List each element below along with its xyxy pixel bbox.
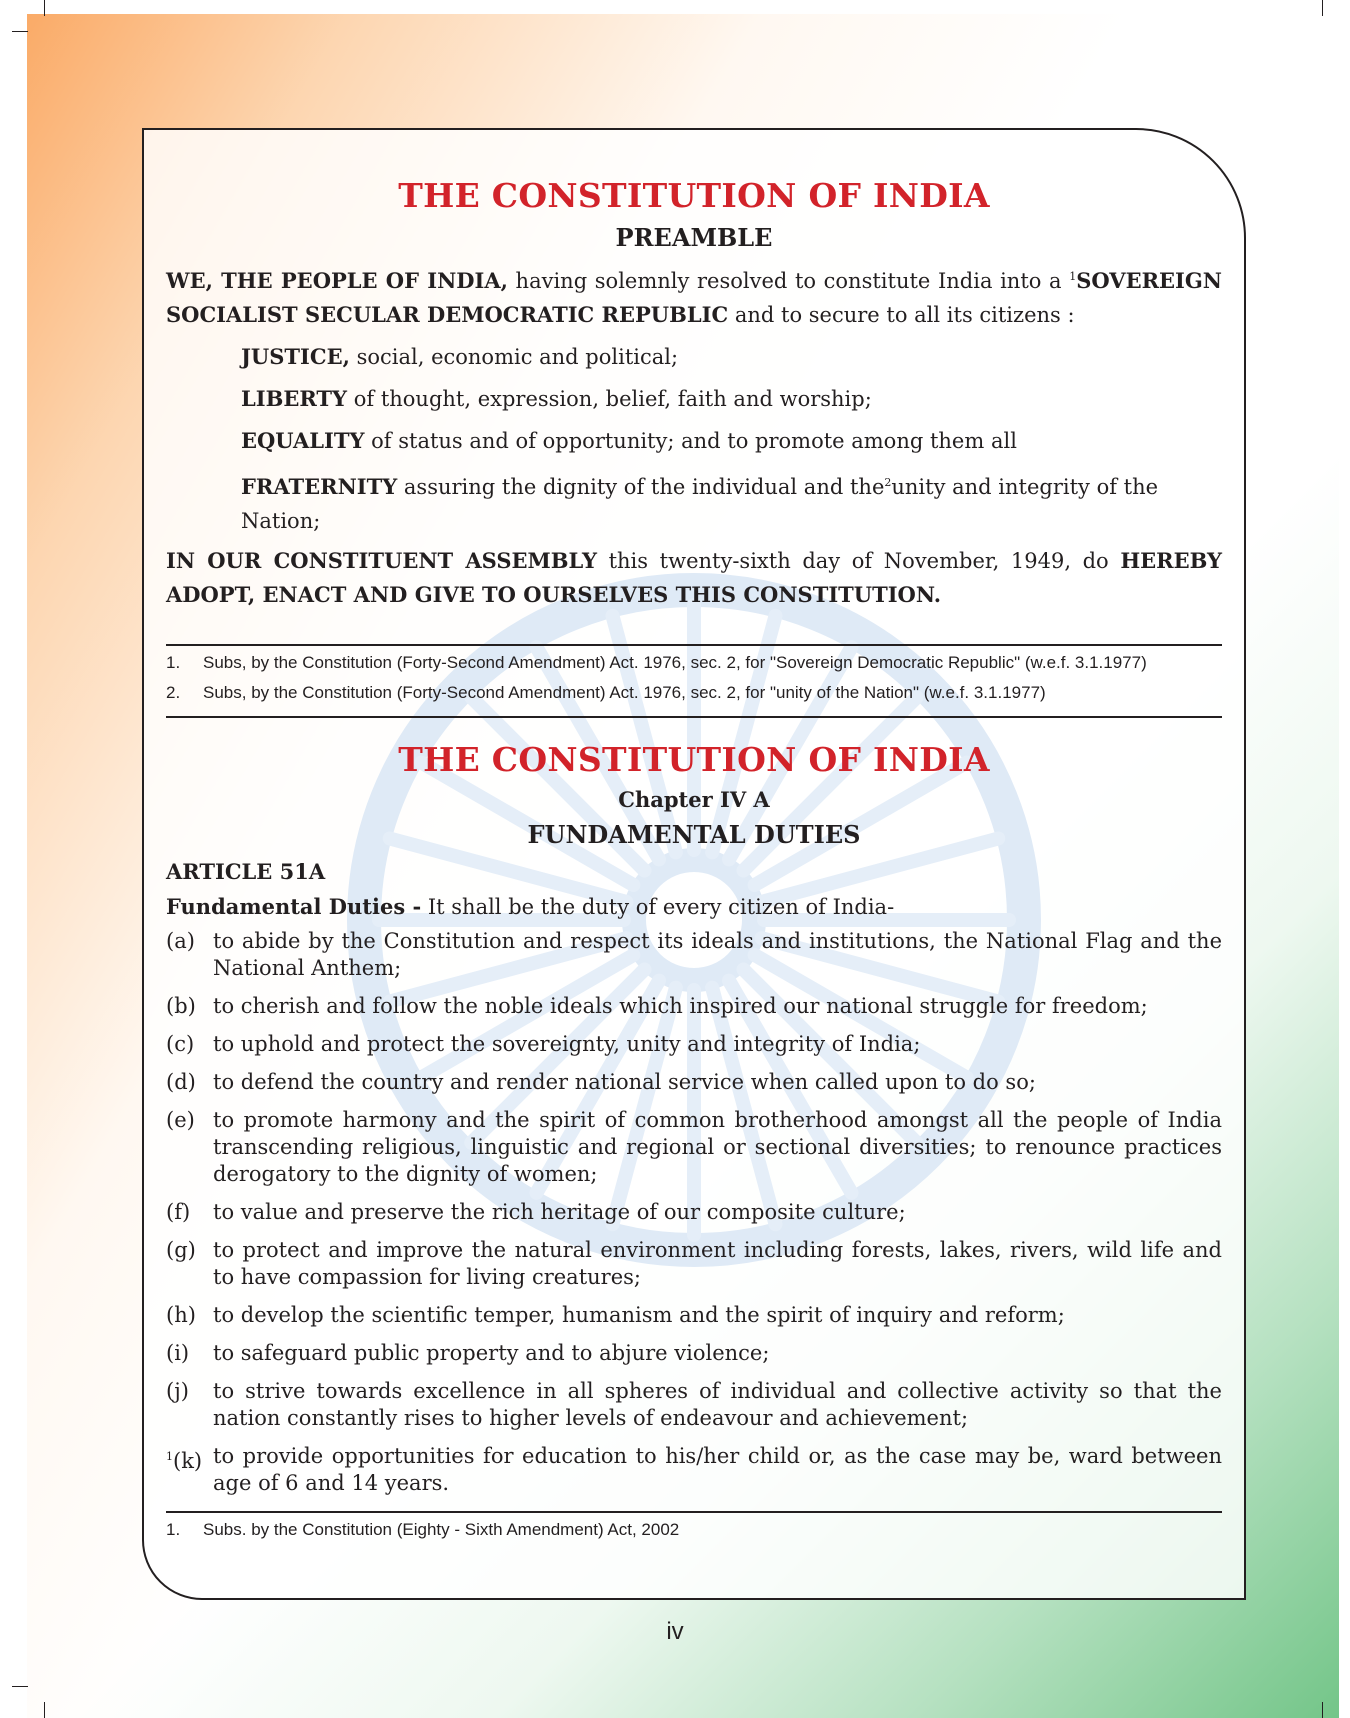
list-text: to uphold and protect the sovereignty, unity and integrity of India; [213, 1032, 921, 1056]
preamble-line-bold: FRATERNITY [241, 474, 398, 499]
crop-mark [44, 0, 45, 16]
list-marker: (a) [166, 929, 195, 953]
preamble-fraternity [166, 466, 1222, 538]
footnote-ref: 2 [884, 476, 892, 489]
preamble-line-text: of status and of opportunity; and to promote among them all [364, 429, 1017, 453]
list-item [166, 1199, 1222, 1226]
preamble-republic-bold: SOVEREIGN SOCIALIST SECULAR DEMOCRATIC REPUBLIC [166, 268, 1222, 327]
list-marker: (j) [166, 1379, 189, 1403]
list-item [166, 1069, 1222, 1096]
list-text: to cherish and follow the noble ideals which inspired our national struggle for freedom; [213, 994, 1148, 1018]
list-item [166, 1340, 1222, 1367]
list-marker [166, 1443, 213, 1497]
list-item [166, 1107, 1222, 1188]
preamble-title: THE CONSTITUTION OF INDIA [398, 176, 990, 215]
list-marker: (f) [166, 1200, 191, 1224]
list-marker: (e) [166, 1108, 195, 1132]
crop-mark [1322, 1702, 1323, 1718]
preamble-line-bold: JUSTICE, [241, 344, 350, 369]
preamble-line-bold: LIBERTY [241, 386, 348, 411]
footnote-ref: 1 [1069, 270, 1077, 283]
footnote-ref: 1 [166, 1450, 173, 1463]
preamble-closing-text: this twenty-sixth day of November, 1949, do [596, 549, 1121, 573]
list-marker: (g) [166, 1238, 196, 1262]
crop-mark [12, 1686, 28, 1687]
list-item [166, 993, 1222, 1020]
list-marker: (i) [166, 1341, 190, 1365]
content-frame [142, 128, 1246, 1600]
list-item [166, 1443, 1222, 1497]
preamble-heading: PREAMBLE [615, 223, 773, 252]
crop-mark [44, 1702, 45, 1718]
list-text: to safeguard public property and to abjure violence; [213, 1341, 770, 1365]
preamble-intro [166, 260, 1222, 332]
preamble-line-text: of thought, expression, belief, faith and worship; [347, 387, 872, 411]
list-marker-text: (k) [173, 1449, 203, 1473]
list-marker: (b) [166, 994, 196, 1018]
preamble-liberty [166, 382, 1222, 416]
list-item [166, 1237, 1222, 1291]
duties-intro [166, 890, 1222, 924]
list-item [166, 1378, 1222, 1432]
preamble-closing-bold: IN OUR CONSTITUENT ASSEMBLY [166, 548, 597, 573]
footnote-number: 1. [166, 653, 181, 672]
duties-intro-text: It shall be the duty of every citizen of India- [421, 895, 895, 919]
page-number: iv [666, 1618, 684, 1645]
preamble-closing [166, 544, 1222, 612]
list-text: to develop the scientific temper, humanism and the spirit of inquiry and reform; [213, 1303, 1065, 1327]
footnote-number: 2. [166, 683, 181, 702]
divider [166, 644, 1222, 646]
duties-intro-bold: Fundamental Duties - [166, 894, 422, 919]
list-text: to protect and improve the natural environment including forests, lakes, rivers, wild life and to have compassion for living creatures; [213, 1238, 1222, 1289]
preamble-equality [166, 424, 1222, 458]
preamble-line-text: social, economic and political; [349, 345, 679, 369]
preamble-closing-bold2: HEREBY ADOPT, ENACT AND GIVE TO OURSELVES THIS CONSTITUTION. [166, 548, 1222, 607]
preamble-intro-text2: and to secure to all its citizens : [728, 303, 1075, 327]
list-item [166, 928, 1222, 982]
crop-mark [12, 31, 28, 32]
list-marker: (d) [166, 1070, 196, 1094]
footnote [166, 678, 1222, 708]
list-item [166, 1302, 1222, 1329]
duties-title: THE CONSTITUTION OF INDIA [398, 740, 990, 779]
preamble-line-text: unity and integrity of the Nation; [241, 475, 1159, 533]
preamble-intro-bold: WE, THE PEOPLE OF INDIA, [166, 268, 508, 293]
divider [166, 1511, 1222, 1513]
preamble-line-text: assuring the dignity of the individual and the [397, 475, 885, 499]
list-text: to abide by the Constitution and respect its ideals and institutions, the National Flag and the National Anthem; [213, 929, 1222, 980]
article-heading: ARTICLE 51A [166, 859, 326, 884]
preamble-line-bold: EQUALITY [241, 428, 365, 453]
list-text: to value and preserve the rich heritage of our composite culture; [213, 1200, 906, 1224]
chapter-heading: Chapter IV A [618, 787, 770, 812]
list-text: to strive towards excellence in all spheres of individual and collective activity so that the nation constantly rises to higher levels of endeavour and achievement; [213, 1379, 1222, 1430]
duties-heading: FUNDAMENTAL DUTIES [527, 820, 861, 849]
footnote-text: Subs. by the Constitution (Eighty - Sixth Amendment) Act, 2002 [203, 1520, 680, 1539]
page-content [166, 130, 1222, 1545]
footnote-text: Subs, by the Constitution (Forty-Second Amendment) Act. 1976, sec. 2, for "Sovereign Democratic Republic" (w.e.f. 3.1.1977) [203, 653, 1147, 672]
preamble-intro-text: having solemnly resolved to constitute India into a [507, 269, 1070, 293]
preamble-justice [166, 340, 1222, 374]
list-item [166, 1031, 1222, 1058]
list-text: to promote harmony and the spirit of common brotherhood amongst all the people of India transcending religious, linguistic and regional or sectional diversities; to renounce practices derogatory to the dignity of women; [213, 1108, 1222, 1186]
list-text: to provide opportunities for education to his/her child or, as the case may be, ward between age of 6 and 14 years. [213, 1444, 1222, 1495]
list-marker: (c) [166, 1032, 195, 1056]
footnote [166, 1515, 1222, 1545]
list-text: to defend the country and render national service when called upon to do so; [213, 1070, 1036, 1094]
footnote [166, 648, 1222, 678]
list-marker: (h) [166, 1303, 196, 1327]
footnote-number: 1. [166, 1520, 181, 1539]
duties-list [166, 928, 1222, 1497]
divider [166, 716, 1222, 718]
crop-mark [1322, 0, 1323, 16]
footnote-text: Subs, by the Constitution (Forty-Second Amendment) Act. 1976, sec. 2, for "unity of the Nation" (w.e.f. 3.1.1977) [203, 683, 1046, 702]
